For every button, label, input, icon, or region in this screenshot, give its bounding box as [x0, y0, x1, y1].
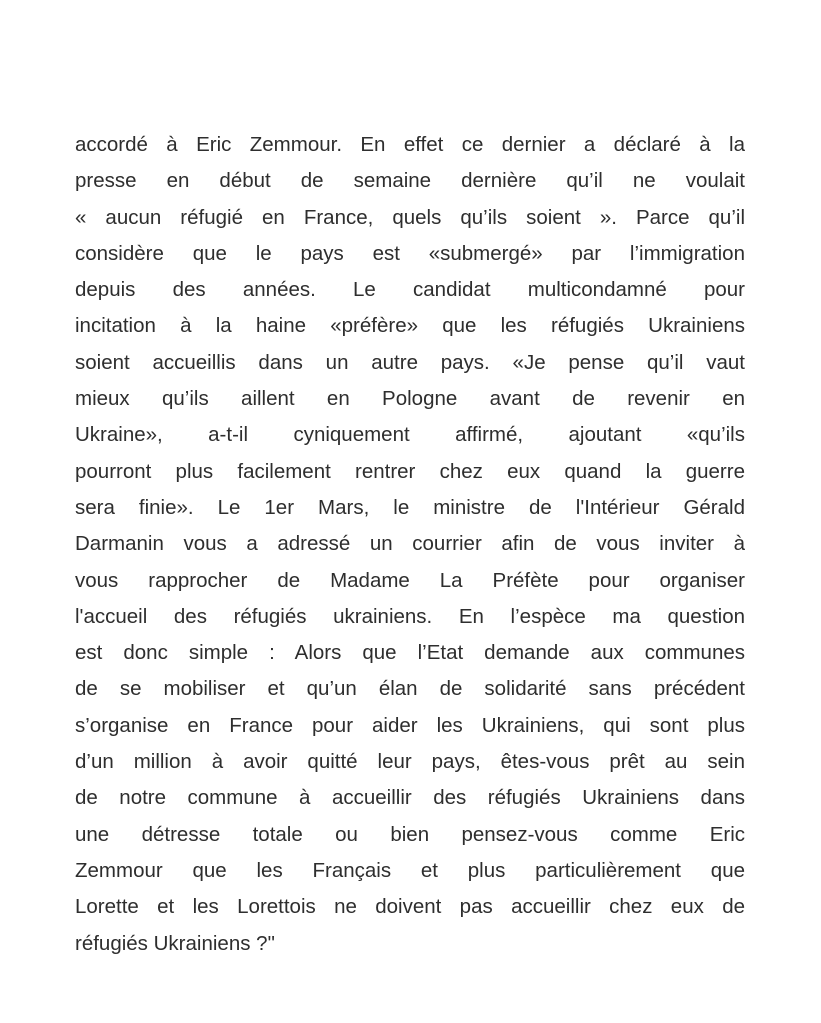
- text-line: vous rapprocher de Madame La Préfète pour organiser: [75, 568, 745, 592]
- text-line: presse en début de semaine dernière qu’il ne voulait: [75, 169, 745, 193]
- text-line: d’un million à avoir quitté leur pays, êtes-vous prêt au sein: [75, 750, 745, 774]
- text-line: sera finie». Le 1er Mars, le ministre de l'Intérieur Gérald: [75, 495, 745, 519]
- text-line: est donc simple : Alors que l’Etat demande aux communes: [75, 641, 745, 665]
- text-line: Lorette et les Lorettois ne doivent pas accueillir chez eux de: [75, 895, 745, 919]
- text-line: Ukraine», a-t-il cyniquement affirmé, ajoutant «qu’ils: [75, 423, 745, 447]
- document-body-text: [75, 127, 745, 962]
- text-line: depuis des années. Le candidat multicondamné pour: [75, 278, 745, 302]
- text-line: soient accueillis dans un autre pays. «Je pense qu’il vaut: [75, 350, 745, 374]
- text-line: Darmanin vous a adressé un courrier afin de vous inviter à: [75, 532, 745, 556]
- text-line: accordé à Eric Zemmour. En effet ce dernier a déclaré à la: [75, 133, 745, 156]
- text-line: incitation à la haine «préfère» que les réfugiés Ukrainiens: [75, 314, 745, 338]
- text-line: une détresse totale ou bien pensez-vous comme Eric: [75, 822, 745, 846]
- text-line: de notre commune à accueillir des réfugiés Ukrainiens dans: [75, 786, 745, 810]
- text-line: pourront plus facilement rentrer chez eux quand la guerre: [75, 459, 745, 483]
- text-line: s’organise en France pour aider les Ukrainiens, qui sont plus: [75, 713, 745, 737]
- text-line: « aucun réfugié en France, quels qu’ils soient ». Parce qu’il: [75, 205, 745, 229]
- text-line: réfugiés Ukrainiens ?": [75, 931, 275, 955]
- text-line: considère que le pays est «submergé» par l’immigration: [75, 241, 745, 265]
- text-line: Zemmour que les Français et plus particulièrement que: [75, 858, 745, 882]
- text-line: l'accueil des réfugiés ukrainiens. En l’espèce ma question: [75, 604, 745, 628]
- text-line: mieux qu’ils aillent en Pologne avant de revenir en: [75, 387, 745, 411]
- text-line: de se mobiliser et qu’un élan de solidarité sans précédent: [75, 677, 745, 701]
